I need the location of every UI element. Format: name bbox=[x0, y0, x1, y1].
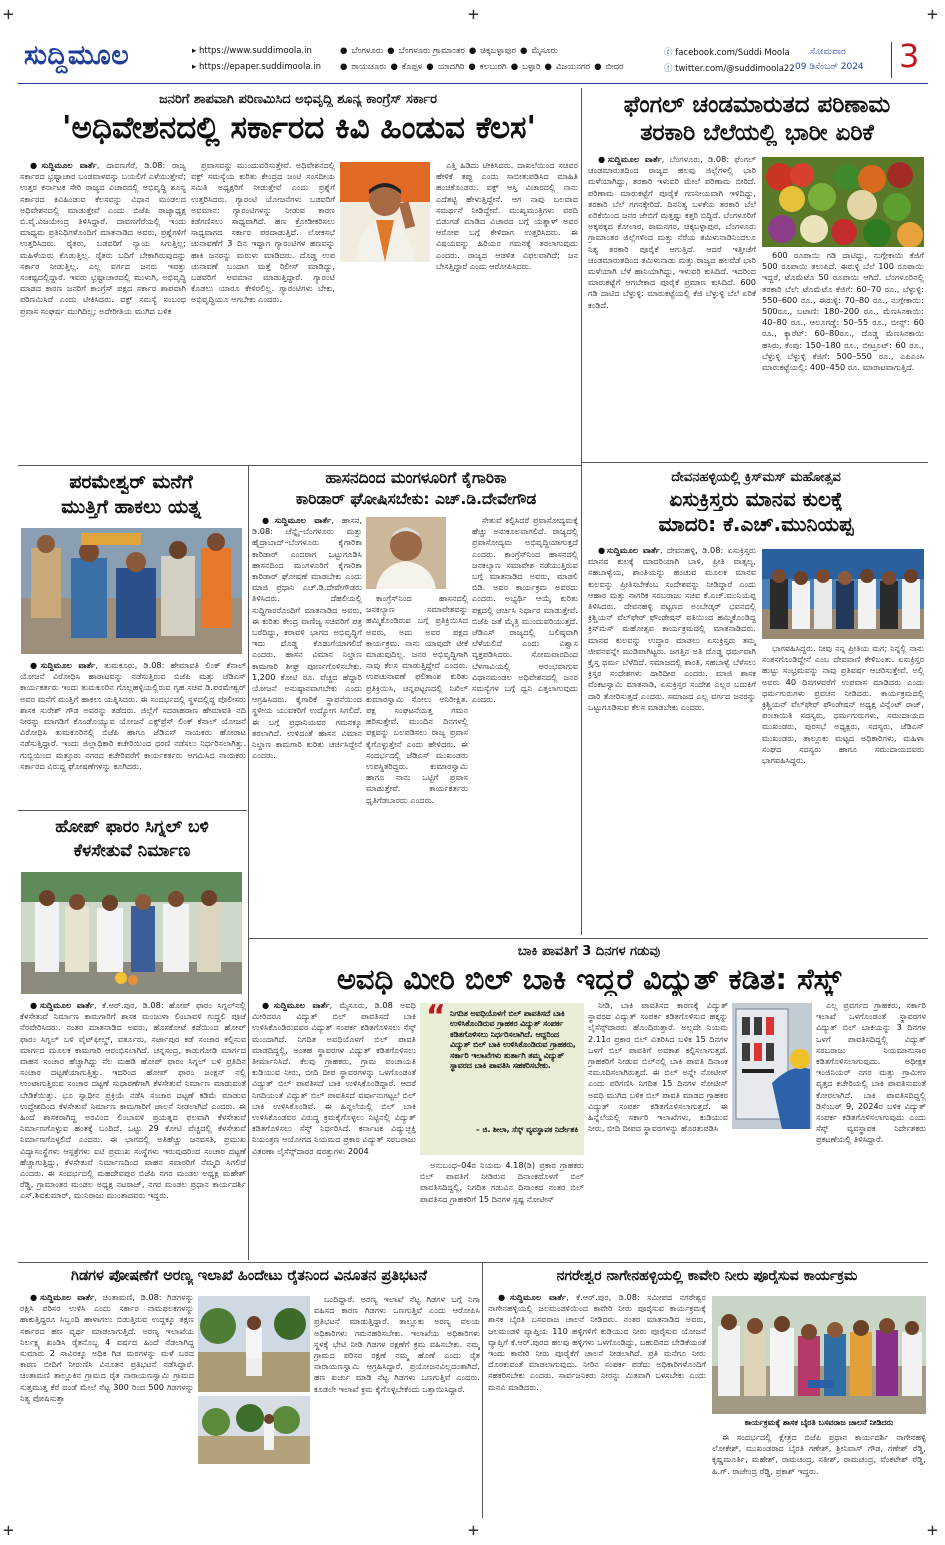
lead-body-col2: ಪ್ರವಾಸವನ್ನು ಮುಂದುವರಿಸುತ್ತೇವೆ. ಅಧಿವೇಶನದಲ್ಲಿ ವಕ್ಫ್ ಸಮಸ್ಯೆಯ ಕುರಿತು ಕೇಂದ್ರದ ಜಂಟಿ ಸಂಸದೀಯ ಸಮಿತಿ ಅಧ್ಯಕ್ಷರಿಗೆ ನೀಡುತ್ತೇವೆ ಎಂದು ಪ್ರಶ್ನೆಗೆ ಉತ್ತರಿಸಿದರು. ಗ್ಯಾರಂಟಿ ಯೋಜನೆಗಳು ಬಡವರಿಗೆ ಅವಮಾನ: ಗ್ಯಾರಂಟಿಗಳನ್ನು ನೀಡುವ ಕಾರಣ ಕಡೆಗಣಿಸಲು ಸಾಧ್ಯವಾಗಿದೆ. ಹಣ ಕ್ರೋಡೀಕರಿಸಲು ಸಾಧ್ಯವಾಗದ ಸರ್ಕಾರ ಪರದಾಡುತ್ತಿದೆ. ಲೋಕಸಭೆ ಚುನಾವಣೆಗೆ 3 ದಿನ ಇದ್ದಾಗ ಗ್ಯಾರಂಟಿಗಳ ಹಣವನ್ನು ಹಾಕಿ ಜನರನ್ನು ಮರುಳು ಮಾಡಿದರು. ದೊಡ್ಡ ಉಪ ಚುನಾವಣೆ ಬಂದಾಗ ಮತ್ತೆ ರಿಲೀಸ್ ಮಾಡಿದ್ದು, ಬಡವರಿಗೆ ಅವಮಾನ ಮಾಡುತ್ತಿದ್ದಾರೆ. ಗ್ಯಾರಂಟಿ ಕೊಡಲು ಯಾರೂ ಕೇಳಿರಲಿಲ್ಲ. ಗ್ಯಾರಂಟಿಗಳು ಬೇಕು, ಅಭಿವೃದ್ಧಿಯೂ ಆಗಬೇಕು ಎಂದರು. bbox=[191, 160, 335, 305]
dateline: ●ಸುದ್ದಿಮೂಲ ವಾರ್ತೆ bbox=[30, 160, 97, 170]
hassan-body-col2: ಕಾಂಗ್ರೆಸ್‌ನಿಂದ ಹಾಸನದಲ್ಲಿ ಜನಕಲ್ಯಾಣ ಸಮಾವೇಶವನ್ನು ಹಮ್ಮಿಕೊಂಡಿರುವ ಬಗ್ಗೆ ಪ್ರತಿಕ್ರಿಯಿಸಿದ ಅವರು, ಅದು ಅವರ ಪಕ್ಷದ ಕಾರ್ಯಕ್ರಮ. ನಾನು ಯಾವುದೇ ಟೀಕೆ ಮಾಡುವುದಿಲ್ಲ. ಜನರ ಅಭಿವೃದ್ಧಿಗಾಗಿ ನಾವು ಕೆಲಸ ಮಾಡುತ್ತಿದ್ದೇವೆ ಎಂದರು. ಉಪಚುನಾವಣೆ ಫಲಿತಾಂಶ ಕುರಿತು ಪ್ರತಿಕ್ರಿಯಿಸಿ, ಚನ್ನಪಟ್ಟಣದಲ್ಲಿ ನಿಖಿಲ್ ಕುಮಾರಸ್ವಾಮಿ ಸೋಲು ಅನಿರೀಕ್ಷಿತ. ಪಕ್ಷ ಸಂಘಟನೆಯತ್ತ ಗಮನ ಹರಿಸುತ್ತೇವೆ. ಮುಂದಿನ ದಿನಗಳಲ್ಲಿ ಪಕ್ಷವನ್ನು ಬಲಪಡಿಸಲು ರಾಜ್ಯ ಪ್ರವಾಸ ಕೈಗೊಳ್ಳುತ್ತೇನೆ ಎಂದು ಹೇಳಿದರು. ಈ ಸಂದರ್ಭದಲ್ಲಿ ಜೆಡಿಎಸ್ ಮುಖಂಡರು ಉಪಸ್ಥಿತರಿದ್ದರು. ಕುಮಾರಸ್ವಾಮಿ ಹಾಗೂ ನಾನು ಒಟ್ಟಿಗೆ ಪ್ರವಾಸ ಮಾಡುತ್ತೇವೆ. ಕಾರ್ಯಕರ್ತರು ಧೃತಿಗೆಡಬಾರದು ಎಂದರು. bbox=[366, 593, 468, 805]
hopefarm-headline-2: ಕೆಳಸೇತುವೆ ನಿರ್ಮಾಣ bbox=[73, 842, 191, 861]
facebook-icon: ⓕ bbox=[664, 48, 676, 58]
epaper-icon: ▸ bbox=[192, 62, 199, 72]
christmas-body-col1: ●ಸುದ್ದಿಮೂಲ ವಾರ್ತೆ, ದೇವನಹಳ್ಳಿ, ಡಿ.08: ಏಸುಕ್ರಿಸ್ತರು ಮಾನವ ಕುಲಕ್ಕೆ ಮಾದರಿಯಾಗಿ ಬಾಳಿ, ಪ್ರೀತಿ ವಾತ್ಸಲ್ಯ, ಸಹಬಾಳ್ವೆಯ, ಶಾಂತಿಯನ್ನು ಹಂಚುವ ಮೂಲಕ ಮಾನವ ಕುಲವನ್ನು ಪ್ರೀತಿಸಬೇಕೆಂಬ ಸಂದೇಶವನ್ನು ನೀಡಿದ್ದಾರೆ ಎಂದು ಆಹಾರ ಮತ್ತು ನಾಗರಿಕ ಸರಬರಾಜು ಸಚಿವ ಕೆ.ಎಚ್.ಮುನಿಯಪ್ಪ ತಿಳಿಸಿದರು. ದೇವನಹಳ್ಳಿ ಪಟ್ಟಣದ ಅಂಬೇಡ್ಕರ್ ಭವನದಲ್ಲಿ ಕ್ರಿಶ್ಚಿಯನ್ ವೆಲ್‌ಫೇರ್ ಫೌಂಡೇಷನ್ ವತಿಯಿಂದ ಹಮ್ಮಿಕೊಂಡಿದ್ದ ಕ್ರಿಸ್‌ಮಸ್ ಮಹೋತ್ಸವ ಕಾರ್ಯಕ್ರಮದಲ್ಲಿ ಮಾತನಾಡಿದರು. ಮಾನವ ಕುಲವನ್ನು ಉದ್ಧಾರ ಮಾಡಲು ಏಸುಕ್ರಿಸ್ತರು ತಮ್ಮ ಜೀವನವನ್ನೇ ಮುಡಿಪಾಗಿಟ್ಟರು. ಜಗತ್ತಿನ ಅತಿ ದೊಡ್ಡ ಧರ್ಮವಾಗಿ ಕ್ರೈಸ್ತ ಧರ್ಮ ಬೆಳೆದಿದೆ. ಸಮಾಜದಲ್ಲಿ ಶಾಂತಿ, ಸಹಬಾಳ್ವೆ ಬೆಳೆಸಲು ಕ್ರಿಸ್ತರ ಸಂದೇಶಗಳು ದಾರಿದೀಪ ಎಂದರು. ಮಾಜಿ ಶಾಸಕ ವೆಂಕಟಸ್ವಾಮಿ ಮಾತನಾಡಿ, ಏಸುಕ್ರಿಸ್ತರ ಸಂದೇಶ ಎಲ್ಲರ ಬದುಕಿಗೆ ದಾರಿ ತೋರಿಸುತ್ತದೆ ಎಂದರು. ಸಮಾಜದ ಎಲ್ಲ ವರ್ಗದ ಜನರನ್ನು ಒಟ್ಟುಗೂಡಿಸುವ ಕೆಲಸ ಮಾಡಬೇಕು ಎಂದರು. bbox=[588, 545, 756, 712]
parameshwar-headline-1: ಪರಮೇಶ್ವರ್ ಮನೆಗೆ bbox=[69, 472, 193, 493]
lead-body-col1: ●ಸುದ್ದಿಮೂಲ ವಾರ್ತೆ, ದಾವಣಗೆರೆ, ಡಿ.08: ರಾಜ್ಯ ಸರ್ಕಾರದ ಭ್ರಷ್ಟಾಚಾರ ಬಂಡವಾಳವನ್ನು ಬಯಲಿಗೆ ಎಳೆಯುತ್ತೇವೆ; ಉತ್ತರ ಕರ್ನಾಟಕ ಸೇರಿ ರಾಜ್ಯದ ವಿಚಾರದಲ್ಲಿ ಅಭಿವೃದ್ಧಿ ಶೂನ್ಯ ಸರ್ಕಾರದ ಕಿವಿಹಿಂಡುವ ಕೆಲಸವನ್ನು ವಿಧಾನ ಮಂಡಲದ ಅಧಿವೇಶನದಲ್ಲಿ ಮಾಡುತ್ತೇವೆ ಎಂದು ಬಿಜೆಪಿ ರಾಜ್ಯಾಧ್ಯಕ್ಷ ಬಿ.ವೈ.ವಿಜಯೇಂದ್ರ ತಿಳಿಸಿದ್ದಾರೆ. ದಾವಣಗೆರೆಯಲ್ಲಿ ಇಂದು ಮಾಧ್ಯಮ ಪ್ರತಿನಿಧಿಗಳೊಂದಿಗೆ ಮಾತನಾಡಿದ ಅವರು, ಪ್ರಶ್ನೆಗಳಿಗೆ ಉತ್ತರಿಸಿದರು. ರೈತರು, ಬಡವರಿಗೆ ನ್ಯಾಯ ಸಿಗುತ್ತಿಲ್ಲ; ಮಹಿಳೆಯರು ಕೊಡುತ್ತಿಲ್ಲ. ರೈತರು ಬದಿಗೆ ಬೇಕಾಗಿರುವುದನ್ನು ಸರ್ಕಾರ ನೀಡುತ್ತಿಲ್ಲ. ಎಲ್ಲ ವರ್ಗದ ಜನರು ಇವತ್ತು ಸಂಕಷ್ಟದಲ್ಲಿದ್ದಾರೆ. ಇವರು ಭ್ರಷ್ಟಾಚಾರದಲ್ಲಿ ಮುಳುಗಿ, ಅಭಿವೃದ್ಧಿ ಮಾಡದ ಕಾರಣ ಜನರಿಗೆ ಕಾಂಗ್ರೆಸ್ ಪಕ್ಷದ ಸರ್ಕಾರ ಶಾಪವಾಗಿ ಪರಿಣಮಿಸಿದೆ ಎಂದು ಟೀಕಿಸಿದರು. ವಕ್ಫ್ ಸಮಸ್ಯೆ ಸಂಬಂಧ ಪ್ರವಾಸ ಸಂಘರ್ಷ ಮುಗಿದಿಲ್ಲ; ಅದೇರೀತಿಯ ಮುಗಿದ ಬಳಿಕ bbox=[20, 160, 186, 316]
fengal-headline-2: ತರಕಾರಿ ಬೆಲೆಯಲ್ಲಿ ಭಾರೀ ಏರಿಕೆ bbox=[640, 120, 874, 146]
crop-mark: + bbox=[3, 1520, 14, 1541]
farmer-trees-photo bbox=[198, 1296, 310, 1392]
lead-headline: 'ಅಧಿವೇಶನದಲ್ಲಿ ಸರ್ಕಾರದ ಕಿವಿ ಹಿಂಡುವ ಕೆಲಸ' bbox=[62, 111, 536, 146]
christmas-headline-2: ಮಾದರಿ: ಕೆ.ಎಚ್.ಮುನಿಯಪ್ಪ bbox=[658, 513, 854, 536]
cesc-quote-author: – ಜಿ. ಶೀಲಾ, ಸೆಸ್ಕ್ ವ್ಯವಸ್ಥಾಪಕ ನಿರ್ದೇಶಕಿ bbox=[476, 1125, 578, 1134]
facebook-link[interactable]: ⓕ facebook.com/Suddi Moola bbox=[664, 48, 790, 58]
hassan-body-col3: ಸೇತುವೆ ಕಲ್ಪಿಸಿದರೆ ಪ್ರವಾಸೋದ್ಯಮಕ್ಕೆ ಹೆಚ್ಚು ಅನುಕೂಲವಾಗಲಿದೆ. ರಾಜ್ಯದಲ್ಲಿ ಪ್ರವಾಸೋದ್ಯಮ ಅಭಿವೃದ್ಧಿಯಾಗುತ್ತದೆ ಎಂದರು. ಕಾಂಗ್ರೆಸ್‌ನಿಂದ ಹಾಸನದಲ್ಲಿ ಜನಕಲ್ಯಾಣ ಸಮಾವೇಶ ನಡೆಯುತ್ತಿರುವ ಬಗ್ಗೆ ಮಾತನಾಡಿದ ಅವರು, ಮಾಡಲಿ ಬಿಡಿ. ಅವರ ಕಾರ್ಯಕ್ರಮ ಅವರದು ಎಂದರು. ಅಭ್ಯರ್ಥಿ ಆಯ್ಕೆ ಕುರಿತು ಪಕ್ಷದಲ್ಲಿ ಚರ್ಚಿಸಿ ನಿರ್ಧಾರ ಮಾಡುತ್ತೇವೆ. ಬಿಜೆಪಿ ಜತೆ ಮೈತ್ರಿ ಮುಂದುವರಿಯುತ್ತದೆ. ಜೆಡಿಎಸ್ ರಾಜ್ಯದಲ್ಲಿ ಬಲಿಷ್ಠವಾಗಿ ಬೆಳೆಯಲಿದೆ ಎಂದು ವಿಶ್ವಾಸ ವ್ಯಕ್ತಪಡಿಸಿದರು. ಸೋಮವಾರದಿಂದ ಬೆಳಗಾವಿಯಲ್ಲಿ ಆರಂಭವಾಗುವ ವಿಧಾನಮಂಡಲ ಅಧಿವೇಶನದಲ್ಲಿ ಜನರ ಸಮಸ್ಯೆಗಳ ಬಗ್ಗೆ ಧ್ವನಿ ಎತ್ತಲಾಗುವುದು ಎಂದರು. bbox=[472, 515, 578, 705]
cauvery-body-col1: ●ಸುದ್ದಿಮೂಲ ವಾರ್ತೆ, ಕೆ.ಆರ್.ಪುರ, ಡಿ.08: ಸಮೀಪದ ನಗರೇಶ್ವರ ನಾಗೇನಹಳ್ಳಿಯಲ್ಲಿ ಜಲಮಂಡಳಿಯಿಂದ ಕಾವೇರಿ ನೀರು ಪೂರೈಸುವ ಕಾರ್ಯಕ್ರಮಕ್ಕೆ ಶಾಸಕ ಬೈರತಿ ಬಸವರಾಜ ಚಾಲನೆ ನೀಡಿದರು. ನಂತರ ಮಾತನಾಡಿದ ಅವರು, ಜಲಮಂಡಳಿ ವ್ಯಾಪ್ತಿಯ 110 ಹಳ್ಳಿಗಳಿಗೆ ಕುಡಿಯುವ ನೀರು ಪೂರೈಸುವ ಯೋಜನೆ ವ್ಯಾಪ್ತಿಗೆ ಕೆ.ಆರ್.ಪುರದ ಹಲವು ಹಳ್ಳಿಗಳು ಒಳಗೊಂಡಿದ್ದು, ಬಹುದಿನದ ಬೇಡಿಕೆಯಂತೆ ಇಂದು ಕಾವೇರಿ ನೀರು ಪೂರೈಕೆಗೆ ಚಾಲನೆ ನೀಡಲಾಗಿದೆ. ಪ್ರತಿ ಮನೆಗೂ ನೀರು ದೊರಕುವಂತೆ ಮಾಡಲಾಗುವುದು. ನೀರಿನ ಸಂಪರ್ಕ ಪಡೆದು ಅಧಿಕಾರಿಗಳೊಂದಿಗೆ ಸಹಕರಿಸಬೇಕು ಎಂದರು. ಸಾರ್ವಜನಿಕರು ನೀರನ್ನು ಮಿತವಾಗಿ ಬಳಸಬೇಕು ಎಂದು ಮನವಿ ಮಾಡಿದರು. bbox=[488, 1292, 706, 1392]
website-link[interactable]: ▸ https://www.suddimoola.in bbox=[192, 46, 312, 56]
masthead-brand: ಸುದ್ದಿಮೂಲ bbox=[24, 40, 130, 71]
web-icon: ▸ bbox=[192, 46, 199, 56]
electric-panel-photo bbox=[732, 1003, 812, 1129]
crop-mark: + bbox=[927, 1520, 938, 1541]
epaper-link[interactable]: ▸ https://epaper.suddimoola.in bbox=[192, 62, 321, 72]
cauvery-headline: ನಗರೇಶ್ವರ ನಾಗೇನಹಳ್ಳಿಯಲ್ಲಿ ಕಾವೇರಿ ನೀರು ಪೂರೈಸುವ ಕಾರ್ಯಕ್ರಮ bbox=[556, 1268, 858, 1284]
cesc-body-col3: ನೀಡಿ, ಬಾಕಿ ಪಾವತಿಸದ ಕಾರಣಕ್ಕೆ ವಿದ್ಯುತ್ ಸ್ಥಾವರದ ವಿದ್ಯುತ್ ಸಂಪರ್ಕ ಕಡಿತಗೊಳಿಸುವ ಹಕ್ಕನ್ನು ಲೈಸೆನ್ಸ್‌ದಾರರು ಹೊಂದಿರುತ್ತಾರೆ. ಅಲ್ಲದೇ ನಿಯಮ 2.11ರ ಪ್ರಕಾರ ಬಿಲ್ ವಿತರಿಸಿದ ಬಳಿಕ 15 ದಿನಗಳ ಒಳಗೆ ಬಿಲ್ ಪಾವತಿಗೆ ಅವಕಾಶ ಕಲ್ಪಿಸಲಾಗುತ್ತದೆ. ಗ್ರಾಹಕರಿಗೆ ನೀಡುವ ಬಿಲ್‌ನಲ್ಲಿ ಬಾಕಿ ಪಾವತಿ ದಿನಾಂಕ ನಮೂದಿಸಲಾಗಿರುತ್ತದೆ. ಈ ಬಿಲ್ ಅನ್ನೇ ನೋಟೀಸ್ ಎಂದು ಪರಿಗಣಿಸಿ ನಿಗದಿತ 15 ದಿನಗಳ ನೋಟೀಸ್ ಅವಧಿ ಮುಗಿದ ಬಳಿಕ ಬಿಲ್ ಪಾವತಿ ಮಾಡದ ಗ್ರಾಹಕರ ವಿದ್ಯುತ್ ಸಂಪರ್ಕ ಕಡಿತಗೊಳಿಸಲಾಗುತ್ತದೆ. ಈ ಹಿನ್ನೆಲೆಯಲ್ಲಿ ಸರ್ಕಾರಿ ಇಲಾಖೆಗಳು, ಕುಡಿಯುವ ನೀರು, ಬೀದಿ ದೀಪದ ಸ್ಥಾವರಗಳನ್ನು ಹೊರತುಪಡಿಸಿ bbox=[588, 1000, 728, 1134]
fengal-headline-1: ಫೆಂಗಲ್ ಚಂಡಮಾರುತದ ಪರಿಣಾಮ bbox=[623, 92, 891, 118]
protest-photo bbox=[21, 528, 242, 654]
cesc-body-col4: ಎಲ್ಲ ಪ್ರವರ್ಗದ ಗ್ರಾಹಕರು, ಸರ್ಕಾರಿ ಇಲಾಖೆ ಒಳಗೊಂಡಂತೆ ಸ್ಥಾವರಗಳ ವಿದ್ಯುತ್ ಬಿಲ್ ಬಾಕಿಯನ್ನು 3 ದಿನಗಳ ಒಳಗೆ ಪಾವತಿಸದಿದ್ದಲ್ಲಿ ವಿದ್ಯುತ್ ಸರಬರಾಜು ನಿಯಮಾನುಸಾರ ಕಡಿತಗೊಳಿಸಲಾಗುವುದು. ಅಧೀಕ್ಷಕ ಇಂಜಿನಿಯರ್ ನಗರ ಮತ್ತು ಗ್ರಾಮೀಣ ವೃತ್ತದ ಕಚೇರಿಯಲ್ಲಿ ಬಾಕಿ ಪಾವತಿಸುವಂತೆ ಕೋರಲಾಗಿದೆ. ಬಾಕಿ ಪಾವತಿಸದಿದ್ದಲ್ಲಿ ಡಿಸೆಂಬರ್ 9, 2024ರ ಬಳಿಕ ವಿದ್ಯುತ್ ಸಂಪರ್ಕ ಕಡಿತಗೊಳಿಸಲಾಗುವುದು ಎಂದು ಸೆಸ್ಕ್ ವ್ಯವಸ್ಥಾಪಕ ನಿರ್ದೇಶಕರು ಪ್ರಕಟಣೆಯಲ್ಲಿ ತಿಳಿಸಿದ್ದಾರೆ. bbox=[816, 1000, 926, 1145]
page-number: 3 bbox=[899, 37, 920, 75]
issue-date: 09 ಡಿಸೆಂಬರ್ 2024 bbox=[795, 62, 864, 72]
quote-icon: “ bbox=[426, 999, 446, 1034]
fengal-body-col1: ●ಸುದ್ದಿಮೂಲ ವಾರ್ತೆ, ಬೆಂಗಳೂರು, ಡಿ.08: ಫೆಂಗಲ್ ಚಂಡಮಾರುತದಿಂದ ರಾಜ್ಯದ ಹಲವು ಜಿಲ್ಲೆಗಳಲ್ಲಿ ಭಾರಿ ಮಳೆಯಾಗಿದ್ದು, ತರಕಾರಿ ಇಳುವರಿ ಮೇಲೆ ಪರಿಣಾಮ ಬೀರಿದೆ. ಪರಿಣಾಮ ಮಾರುಕಟ್ಟೆಗೆ ಪೂರೈಕೆ ಗಣನೀಯವಾಗಿ ಇಳಿದಿದ್ದು, ತರಕಾರಿ ಬೆಲೆ ಗಗನಕ್ಕೇರಿದೆ. ದಿನನಿತ್ಯ ಬಳಕೆಯ ತರಕಾರಿ ಬೆಲೆ ಏರಿಕೆಯಿಂದ ಜನರ ಜೇಬಿಗೆ ಮತ್ತಷ್ಟು ಕತ್ತರಿ ಬಿದ್ದಿದೆ. ಬೆಂಗಳೂರಿಗೆ ಅಕ್ಕಪಕ್ಕದ ಕೋಲಾರ, ರಾಮನಗರ, ಚಿಕ್ಕಬಳ್ಳಾಪುರ, ಬೆಂಗಳೂರು ಗ್ರಾಮಾಂತರ ಜಿಲ್ಲೆಗಳಿಂದ ಮತ್ತು ನೆರೆಯ ತಮಿಳುನಾಡಿನಿಂದಲೂ ನಿತ್ಯ ತರಕಾರಿ ಪೂರೈಕೆ ಆಗುತ್ತಿದೆ. ಆದರೆ ಇತ್ತೀಚೆಗೆ ಚಂಡಮಾರುತದಿಂದ ತಮಿಳುನಾಡು ಮತ್ತು ರಾಜ್ಯದ ಹಲವೆಡೆ ಭಾರಿ ಮಳೆಯಾಗಿ ಬೆಳೆ ಹಾನಿಯಾಗಿದ್ದು, ಇಳುವರಿ ಕುಸಿದಿದೆ. ಇದರಿಂದ ಮಾರುಕಟ್ಟೆಗೆ ಆಗಬೇಕಾದ ಪೂರೈಕೆ ಪ್ರಮಾಣ ಕುಸಿದಿದೆ. 600 ಗಡಿ ದಾಟಿದ ಬೆಳ್ಳುಳ್ಳಿ: ಮಾರುಕಟ್ಟೆಯಲ್ಲಿ ಕೆಜಿ ಬೆಳ್ಳುಳ್ಳಿ ಬೆಲೆ ಏರಿಕೆ ಕಂಡಿದೆ. bbox=[588, 154, 756, 310]
forest-body-col2: ಬಂದಿದ್ದಾರೆ. ಅರಣ್ಯ ಇಲಾಖೆ ನೆಟ್ಟ ಗಿಡಗಳ ಬಗ್ಗೆ ನಿಗಾ ವಹಿಸದ ಕಾರಣ ಗಿಡಗಳು ಒಣಗುತ್ತಿವೆ ಎಂದು ಆರೋಪಿಸಿ ಪ್ರತಿಭಟನೆ ಮಾಡುತ್ತಿದ್ದಾರೆ. ತಾಲ್ಲೂಕು ಅರಣ್ಯ ವಲಯ ಅಧಿಕಾರಿಗಳು ಗಮನಹರಿಸಬೇಕು. ಇಲಾಖೆಯ ಅಧಿಕಾರಿಗಳು ಸ್ಥಳಕ್ಕೆ ಭೇಟಿ ನೀಡಿ ಗಿಡಗಳ ರಕ್ಷಣೆಗೆ ಕ್ರಮ ವಹಿಸಬೇಕು. ನಮ್ಮ ಗ್ರಾಮದ ಪರಿಸರ ರಕ್ಷಣೆ ನಮ್ಮ ಹೊಣೆ ಎಂದು ರೈತ ನಾರಾಯಣಸ್ವಾಮಿ ಆಗ್ರಹಿಸಿದ್ದಾರೆ. ಪ್ರಯೋಜನವಿಲ್ಲದಂತಾಗಿದೆ. ಹಣ ಖರ್ಚು ಮಾಡಿ ನೆಟ್ಟ ಗಿಡಗಳು ಒಣಗುತ್ತಿವೆ ಎಂದರು. ಕೂಡಲೇ ಇಲಾಖೆ ಕ್ರಮ ಕೈಗೊಳ್ಳಬೇಕೆಂದು ಒತ್ತಾಯಿಸಿದ್ದಾರೆ. bbox=[314, 1294, 480, 1394]
parameshwar-headline-2: ಮುತ್ತಿಗೆ ಹಾಕಲು ಯತ್ನ bbox=[61, 497, 201, 518]
cesc-quote-box bbox=[420, 999, 584, 1155]
twitter-link[interactable]: ⓣ twitter.com/@suddimoola22 bbox=[664, 64, 795, 74]
christmas-photo bbox=[762, 549, 924, 639]
lead-body-col3: ಎತ್ತಿ ಹಿಡಿದು ಟೀಕಿಸಿದರು. ದಾಖಲೆಯಿಂದ ಸಚಿವರ ಹೇಳಿಕೆ ತಪ್ಪು ಎಂದು ಸಾಬೀತುಪಡಿಸಿದ ಮಾಹಿತಿ ಹಂಚಿಕೊಂಡರು. ವಕ್ಫ್ ಆಸ್ತಿ ವಿಚಾರದಲ್ಲಿ ನಾನು ಎದೆತಟ್ಟಿ ಹೇಳುತ್ತಿದ್ದೇನೆ. ಆಗ ನಾವು ಬಲವಾದ ಸಮರ್ಥನೆ ನೀಡಿದ್ದೇವೆ. ಮುಖ್ಯಮಂತ್ರಿಗಳು ವರದಿ ಬಿಡುಗಡೆ ಮಾಡಿದ ವಿಚಾರದ ಬಗ್ಗೆ ಯತ್ನಾಳ್ ಅವರ ಆರೋಪ ಬಗ್ಗೆ ಕೇಳಿದಾಗ ಉತ್ತರಿಸಿದರು. ಈ ವಿಷಯವನ್ನು ಹಿರಿಯರ ಗಮನಕ್ಕೆ ತರಲಾಗುವುದು ಎಂದರು. ರಾಜ್ಯದ ಆಡಳಿತ ವಿಫಲವಾಗಿದೆ; ಜನ ಬೇಸತ್ತಿದ್ದಾರೆ ಎಂದು ಆರೋಪಿಸಿದರು. bbox=[436, 160, 578, 271]
hassan-headline-1: ಹಾಸನದಿಂದ ಮಂಗಳೂರಿಗೆ ಕೈಗಾರಿಕಾ bbox=[325, 470, 507, 487]
devegowda-photo bbox=[366, 517, 446, 589]
twitter-icon: ⓣ bbox=[664, 64, 676, 74]
hopefarm-headline-1: ಹೋಪ್ ಫಾರಂ ಸಿಗ್ನಲ್ ಬಳಿ bbox=[55, 818, 209, 837]
crop-mark: + bbox=[468, 4, 479, 25]
hassan-headline-2: ಕಾರಿಡಾರ್ ಘೋಷಿಸಬೇಕು: ಎಚ್.ಡಿ.ದೇವೇಗೌಡ bbox=[295, 491, 537, 508]
fengal-body-col2: 600 ರೂಪಾಯಿ ಗಡಿ ದಾಟಿದ್ದು, ನುಗ್ಗೇಕಾಯಿ ಕೆಜಿಗೆ 500 ರೂಪಾಯಿ ತಲುಪಿದೆ. ಈರುಳ್ಳಿ ಬೆಲೆ 100 ರೂಪಾಯಿ ಇದ್ದರೆ, ಟೊಮೆಟೊ 50 ರೂಪಾಯಿ ಆಗಿದೆ. ಬೆಂಗಳೂರಿನಲ್ಲಿ ತರಕಾರಿ ಬೆಲೆ: ಟೊಮೆಟೊ ಕೆಜಿಗೆ: 60–70 ರೂ., ಬೆಳ್ಳುಳ್ಳಿ: 550–600 ರೂ., ಈರುಳ್ಳಿ: 70–80 ರೂ., ನುಗ್ಗೇಕಾಯಿ: 500ರೂ., ಬಟಾಣಿ: 180–200 ರೂ., ಮೆಣಸಿನಕಾಯಿ: 40–80 ರೂ., ಆಲೂಗಡ್ಡೆ: 50–55 ರೂ., ಬೀನ್ಸ್: 60 ರೂ., ಕ್ಯಾರೆಟ್: 60–80ರೂ., ದೊಡ್ಡ ಮೆಣಸಿನಕಾಯಿ ಹಸಿರು, ಕೆಂಪು: 150–180 ರೂ., ಬೀಟ್ರೂಟ್: 60 ರೂ., ಬೆಳ್ಳುಳ್ಳಿ ಬೆಳ್ಳುಳ್ಳಿ ಕೆಜಿಗೆ: 500–550 ರೂ., ಎಪಿಎಂಸಿ ಮಾರುಕಟ್ಟೆಯಲ್ಲಿ: 400–450 ರೂ. ಮಾರಾಟವಾಗುತ್ತಿದೆ. bbox=[762, 250, 924, 373]
crop-mark: + bbox=[468, 1520, 479, 1541]
water-inauguration-photo bbox=[712, 1296, 926, 1414]
christmas-body-col2: ಭಾಗವಹಿಸಿದ್ದರು. ನೀವು ನನ್ನ ಪ್ರೀತಿಯ ಮಗ; ನಿನ್ನಲ್ಲಿ ನಾನು ಸಂತಸಗೊಂಡಿದ್ದೇನೆ ಎಂಬ ದೇವವಾಣಿ ಕೇಳಿಬಂತು. ಏಸುಕ್ರಿಸ್ತರ ಹುಟ್ಟು ಸಂಭ್ರಮವನ್ನು ನಾವು ಪ್ರತಿವರ್ಷ ಆಚರಿಸುತ್ತೇವೆ. ಅಲ್ಲಿ ಅವರು 40 ದಿನಗಳವರೆಗೆ ಉಪವಾಸ ಮಾಡಿದರು ಎಂದು ಧರ್ಮಗುರುಗಳು ಪ್ರವಚನ ನೀಡಿದರು. ಕಾರ್ಯಕ್ರಮದಲ್ಲಿ ಕ್ರಿಶ್ಚಿಯನ್ ವೆಲ್‌ಫೇರ್ ಫೌಂಡೇಷನ್ ಅಧ್ಯಕ್ಷ ವಿನ್ಸೆಂಟ್ ರಾಜ್, ಪಂಚಾಯಿತಿ ಸದಸ್ಯರು, ಧರ್ಮಗುರುಗಳು, ಸಮುದಾಯದ ಮುಖಂಡರು, ಪುರಸಭೆ ಅಧ್ಯಕ್ಷರು, ಸದಸ್ಯರು, ಜೆಡಿಎಸ್ ಮುಖಂಡರು, ತಾಲ್ಲೂಕು ಮಟ್ಟದ ಅಧಿಕಾರಿಗಳು, ಮಹಿಳಾ ಸಂಘದ ಸದಸ್ಯರು ಹಾಗೂ ಸಮುದಾಯದವರು ಭಾಗವಹಿಸಿದ್ದರು. bbox=[762, 643, 924, 766]
cesc-headline: ಅವಧಿ ಮೀರಿ ಬಿಲ್ ಬಾಕಿ ಇದ್ದರೆ ವಿದ್ಯುತ್ ಕಡಿತ: ಸೆಸ್ಕ್ bbox=[336, 963, 842, 996]
hassan-body-col1: ●ಸುದ್ದಿಮೂಲ ವಾರ್ತೆ, ಹಾಸನ, ಡಿ.08: ಚೆನ್ನೈ–ಬೆಂಗಳೂರು ಮತ್ತು ಹೈದ್ರಾಬಾದ್–ಬೆಂಗಳೂರು ಕೈಗಾರಿಕಾ ಕಾರಿಡಾರ್ ಎಂದರಾಗ ಒಟ್ಟುಗೂಡಿಸಿ ಹಾಸನದಿಂದ ಮಂಗಳೂರಿಗೆ ಕೈಗಾರಿಕಾ ಕಾರಿಡಾರ್ ಘೋಷಣೆ ಮಾಡಬೇಕು ಎಂದು ಮಾಜಿ ಪ್ರಧಾನಿ ಎಚ್.ಡಿ.ದೇವೇಗೌಡರು ತಿಳಿಸಿದರು. ದೆಹಲಿಯಲ್ಲಿ ಸುದ್ದಿಗಾರರೊಂದಿಗೆ ಮಾತನಾಡಿದ ಅವರು, ಈ ಕುರಿತು ಕೇಂದ್ರ ವಾಣಿಜ್ಯ ಸಚಿವರಿಗೆ ಪತ್ರ ಬರೆದಿದ್ದು, ಕರಾವಳಿ ಭಾಗದ ಅಭಿವೃದ್ಧಿಗೆ ಇದು ದೊಡ್ಡ ಕೊಡುಗೆಯಾಗಲಿದೆ ಎಂದರು. ಹಾಸನ ವಿಮಾನ ನಿಲ್ದಾಣ ಕಾಮಗಾರಿ ಶೀಘ್ರ ಪೂರ್ಣಗೊಳಿಸಬೇಕು. 1,200 ಕೋಟಿ ರೂ. ವೆಚ್ಚದ ಹೆದ್ದಾರಿ ಯೋಜನೆ ಅನುಷ್ಠಾನವಾಗಬೇಕು ಎಂದು ಆಗ್ರಹಿಸಿದರು. ಕೈಗಾರಿಕೆ ಸ್ಥಾಪನೆಯಿಂದ ಸ್ಥಳೀಯ ಯುವಕರಿಗೆ ಉದ್ಯೋಗ ಸಿಗಲಿದೆ. ಈ ಬಗ್ಗೆ ಪ್ರಧಾನಿಯವರ ಗಮನಕ್ಕೂ ತರಲಾಗಿದೆ. ಉಳಿದಂತೆ ಹಾಸನ ವಿಮಾನ ನಿಲ್ದಾಣ ಕಾಮಗಾರಿ ಕುರಿತು ಚರ್ಚಿಸಿದ್ದೇನೆ ಎಂದರು. bbox=[252, 515, 362, 761]
vegetable-photo bbox=[762, 157, 924, 247]
groundbreaking-photo bbox=[21, 872, 242, 994]
lead-photo bbox=[340, 162, 430, 262]
issue-day: ಸೋಮವಾರ bbox=[810, 47, 846, 57]
city-tags-row1: ● ಬೆಂಗಳೂರು ● ಬೆಂಗಳೂರು ಗ್ರಾಮಾಂತರ ● ಚಿಕ್ಕಬಳ್ಳಾಪುರ ● ಮೈಸೂರು bbox=[340, 46, 558, 56]
cesc-body-col1: ●ಸುದ್ದಿಮೂಲ ವಾರ್ತೆ, ಮೈಸೂರು, ಡಿ.08 ಅವಧಿ ಮೀರಿದರೂ ವಿದ್ಯುತ್ ಬಿಲ್ ಪಾವತಿಸದೆ ಬಾಕಿ ಉಳಿಸಿಕೊಂಡಿರುವವರ ವಿದ್ಯುತ್ ಸಂಪರ್ಕ ಕಡಿತಗೊಳಿಸಲು ಸೆಸ್ಕ್ ಮುಂದಾಗಿದೆ. ನಿಗದಿತ ಅವಧಿಯೊಳಗೆ ಬಿಲ್ ಪಾವತಿ ಮಾಡದಿದ್ದಲ್ಲಿ, ಅಂತಹ ಸ್ಥಾವರಗಳ ವಿದ್ಯುತ್ ಕಡಿತಗೊಳಿಸಲು ತೀರ್ಮಾನಿಸಿದೆ. ಕೆಲವು ಗ್ರಾಹಕರು, ಗ್ರಾಮ ಪಂಚಾಯತಿ ಕುಡಿಯುವ ನೀರು, ಬೀದಿ ದೀಪ ಸ್ಥಾವರಗಳನ್ನು ಒಳಗೊಂಡಂತೆ ವಿದ್ಯುತ್ ಬಿಲ್ ಪಾವತಿಸದೆ ಬಾಕಿ ಉಳಿಸಿಕೊಂಡಿದ್ದಾರೆ. ಆದರೆ ನಿಗದಿಯಂತೆ ವಿದ್ಯುತ್ ಬಿಲ್ ಪಾವತಿಸದೆ ವರ್ಷಾನುಗಟ್ಟಲೆ ಬಿಲ್ ಬಾಕಿ ಉಳಿಸಿಕೊಂಡಿವೆ. ಈ ಹಿನ್ನಲೆಯಲ್ಲಿ ಬಿಲ್ ಬಾಕಿ ಉಳಿಸಿಕೊಂಡವರ ವಿರುದ್ಧ ಕ್ರಮಕೈಗೊಳ್ಳಲು ನಿಟ್ಟಿನಲ್ಲಿ ವಿದ್ಯುತ್ ಕಡಿತಗೊಳಿಸಲು ಸೆಸ್ಕ್ ನಿರ್ಧರಿಸಿದೆ. ಕರ್ನಾಟಕ ವಿದ್ಯುಚ್ಛಕ್ತಿ ನಿಯಂತ್ರಣ ಆಯೋಗದ ನಿಯಮದ ಪ್ರಕಾರ ವಿದ್ಯುತ್ ಸರಬರಾಜು ವಿತರಣಾ ಲೈಸೆನ್ಸ್‌ದಾರರ ಷರತ್ತುಗಳು 2004 bbox=[252, 1000, 416, 1156]
city-tags-row2: ● ರಾಯಚೂರು ● ಕೊಪ್ಪಳ ● ಯಾದಗಿರಿ ● ಕಲಬುರಗಿ ● ಬಳ್ಳಾರಿ ● ವಿಜಯನಗರ ● ಬೀದರ bbox=[340, 62, 624, 72]
crop-mark: + bbox=[927, 4, 938, 25]
roadside-trees-photo bbox=[198, 1396, 310, 1464]
cesc-quote-text: ನಿಗದಿತ ಅವಧಿಯೊಳಗೆ ಬಿಲ್ ಪಾವತಿಸದೆ ಬಾಕಿ ಉಳಿಸಿಕೊಂಡಿರುವ ಗ್ರಾಹಕರ ವಿದ್ಯುತ್ ಸಂಪರ್ಕ ಕಡಿತಗೊಳಿಸಲು ನಿರ್ಧರಿಸಲಾಗಿದೆ. ಆದ್ದರಿಂದ ವಿದ್ಯುತ್ ಬಿಲ್ ಬಾಕಿ ಉಳಿಸಿಕೊಂಡಿರುವ ಗ್ರಾಹಕರು, ಸರ್ಕಾರಿ ಇಲಾಖೆಗಳು ತುರ್ತಾಗಿ ತಮ್ಮ ವಿದ್ಯುತ್ ಸ್ಥಾವರದ ಬಾಕಿ ಪಾವತಿಸಿ ಸಹಕರಿಸಬೇಕು. bbox=[450, 1009, 576, 1071]
christmas-headline-1: ಏಸುಕ್ರಿಸ್ತರು ಮಾನವ ಕುಲಕ್ಕೆ bbox=[669, 488, 843, 511]
cesc-kicker: ಬಾಕಿ ಪಾವತಿಗೆ 3 ದಿನಗಳ ಗಡುವು bbox=[517, 944, 661, 959]
forest-body-col1: ●ಸುದ್ದಿಮೂಲ ವಾರ್ತೆ, ಚಿಂತಾಮಣಿ, ಡಿ.08: ಗಿಡಗಳನ್ನು ರಕ್ಷಿಸಿ ಪರಿಸರ ಉಳಿಸಿ ಎಂದು ಸರ್ಕಾರ ನಾಮಫಲಕಗಳನ್ನು ಹಾಕುತ್ತಿದ್ದರೂ ಸಿಬ್ಬಂದಿ ಹಾಳಾಗಲು ಬಿಡುತ್ತಿರುವ ಉದ್ದಕ್ಕೂ ತಕ್ಷಣ ಸರ್ಕಾರದ ಹಣ ವ್ಯರ್ಥ ಮಾಡಲಾಗುತ್ತಿದೆ. ಅರಣ್ಯ ಇಲಾಖೆಯ ನಿರ್ಲಕ್ಷ್ಯ ಖಂಡಿಸಿ ರೈತನೊಬ್ಬ 4 ವರ್ಷದ ಹಿಂದೆ ನೆಡಲಾಗಿದ್ದ ಸುಮಾರು 2 ಸಾವಿರಕ್ಕೂ ಅಧಿಕ ಗಿಡ ಮರಗಳನ್ನು ಮಳೆ ಬರದ ಕಾರಣ ಬೀದಿಗೆ ನೀರುಣಿಸಿ ವಿನೂತನ ಪ್ರತಿಭಟನೆ ನಡೆಸಿದ್ದಾರೆ. ಚಿಂತಾಮಣಿ ತಾಲ್ಲೂಕಿನ ಗ್ರಾಮದ ರೈತ ನಾರಾಯಣಸ್ವಾಮಿ ಗ್ರಾಮದ ಸುತ್ತಮುತ್ತ ಕೆರೆ ದಂಡೆ ಮೇಲೆ ನೆಟ್ಟ 300 ರಿಂದ 500 ಗಿಡಗಳನ್ನು ನಿತ್ಯ ಪೋಷಿಸುತ್ತಾ bbox=[20, 1292, 194, 1403]
cauvery-body-col2: ಈ ಸಂದರ್ಭದಲ್ಲಿ ಕ್ಷೇತ್ರದ ಬಿಜೆಪಿ ಪ್ರಧಾನ ಕಾರ್ಯದರ್ಶಿ ನಾಗೇನಹಳ್ಳಿ ಲೋಕೇಶ್, ಮುಖಂಡರಾದ ಬೈರತಿ ಗಣೇಶ್, ಶ್ರೀನಿವಾಸ್ ಗೌಡ, ಗಣೇಶ್ ರೆಡ್ಡಿ, ಕೃಷ್ಣಮೂರ್ತಿ, ಮಹೇಶ್, ರಾಮಚಂದ್ರ, ಸತೀಶ್, ರಾಮಚಂದ್ರ, ವೆಂಕಟೇಶ್ ರೆಡ್ಡಿ, ಹಿ.ಗ್. ರಾಜೇಂದ್ರ ರೆಡ್ಡಿ, ಪ್ರಕಾಶ್ ಇದ್ದರು. bbox=[712, 1432, 926, 1476]
cesc-body-col2: ಅನುಬಂಧ–04ರ ನಿಯಮ 4.18(ಡಿ) ಪ್ರಕಾರ ಗ್ರಾಹಕರು ಬಿಲ್ ಪಾವತಿಗೆ ನೀಡಿರುವ ದಿನಾಂಕದೊಳಗೆ ಬಿಲ್ ಪಾವತಿಸದಿದ್ದಲ್ಲಿ, ನಿಗದಿತ ಗಡುವಿನ ದಿನಾಂಕದ ನಂತರ ಬಿಲ್ ಪಾವತಿಸದ ಗ್ರಾಹಕರಿಗೆ 15 ದಿನಗಳ ಸ್ಪಷ್ಟ ನೋಟೀಸ್ bbox=[420, 1160, 584, 1204]
cauvery-photo-caption: ಕಾರ್ಯಕ್ರಮಕ್ಕೆ ಶಾಸಕ ಬೈರತಿ ಬಸವರಾಜ ಚಾಲನೆ ನೀಡಿದರು bbox=[744, 1418, 894, 1427]
parameshwar-body: ●ಸುದ್ದಿಮೂಲ ವಾರ್ತೆ, ತುಮಕೂರು, ಡಿ.08: ಹೇಮಾವತಿ ಲಿಂಕ್ ಕೆನಾಲ್ ಯೋಜನೆ ವಿರೋಧಿಸಿ ಹಾರಾಟವನ್ನು ನಡೆಸುತ್ತಿರುವ ಬಿಜೆಪಿ ಮತ್ತು ಜೆಡಿಎಸ್ ಕಾರ್ಯಕರ್ತರು ಇಂದು ತುಮಕೂರಿನ ಗೊಲ್ಲಹಳ್ಳಿಯಲ್ಲಿರುವ ಗೃಹ ಸಚಿವ ಡಿ.ಪರಮೇಶ್ವರ್ ಅವರ ಮನೆಗೆ ಮುತ್ತಿಗೆ ಹಾಕಲು ಯತ್ನಿಸಿದರು. ಈ ಸಂದರ್ಭದಲ್ಲಿ ಸ್ಥಳದಲ್ಲಿದ್ದ ಪೊಲೀಸರು ಶಾಸಕ ಸುರೇಶ್ ಗೌಡ ಅವರನ್ನು ತಡೆದರು. ಜಿಲ್ಲೆಗೆ ಸದರಾಹರಾಣ ಹೇಮಾವತಿ ನದಿ ನೀರನ್ನು ಮಾಗಡಿಗೆ ಕೊಂಡೊಯ್ಯುವ ಯೋಜನೆ ಎಕ್ಸ್‌ಪ್ರೆಸ್ ಲಿಂಕ್ ಕೆನಾಲ್ ಯೋಜನೆ ವಿರೋಧಿಸಿ ತುಮಕೂರಿನಲ್ಲಿ ಬಿಜೆಪಿ ಹಾಗೂ ಜೆಡಿಎಸ್ ನಾಯಕರು ಹೋರಾಟ ನಡೆಸುತ್ತಿದ್ದಾರೆ. ಇಂದು ಜಿಲ್ಲಾಧಿಕಾರಿ ಕಚೇರಿಯಿಂದ ಧರಣಿ ನಡೆಸಲು ನಿರ್ಧರಿಸಲಾಗಿತ್ತು. ಗುಬ್ಬಿಯಿಂದ ಮತ್ತೂರು ನಗರದ ಕಚೇರಿವರೆಗೆ ಕಾರ್ಯಕರ್ತರು ಆಗಮಿಸಿದ ನಾಯಕರು ಸರ್ಕಾರದ ವಿರುದ್ಧ ಘೋಷಣೆಗಳನ್ನು ಕೂಗಿದರು. bbox=[20, 660, 246, 771]
crop-mark: + bbox=[3, 4, 14, 25]
christmas-kicker: ದೇವನಹಳ್ಳಿಯಲ್ಲಿ ಕ್ರಿಸ್‌ಮಸ್ ಮಹೋತ್ಸವ bbox=[671, 470, 841, 485]
lead-kicker: ಜನರಿಗೆ ಶಾಪವಾಗಿ ಪರಿಣಮಿಸಿದ ಅಭಿವೃದ್ಧಿ ಶೂನ್ಯ ಕಾಂಗ್ರೆಸ್ ಸರ್ಕಾರ bbox=[158, 92, 438, 107]
hopefarm-body: ●ಸುದ್ದಿಮೂಲ ವಾರ್ತೆ, ಕೆ.ಆರ್.ಪುರ, ಡಿ.08: ಹೋಪ್ ಫಾರಂ ಸಿಗ್ನಲ್‌ನಲ್ಲಿ ಕೆಳಸೇತುವೆ ನಿರ್ಮಾಣ ಕಾಮಗಾರಿಗೆ ಶಾಸಕ ಮಂಜುಳಾ ಲಿಂಬಾವಳಿ ಗುದ್ದಲಿ ಪೂಜೆ ನೆರವೇರಿಸಿದರು. ನಂತರ ಮಾತನಾಡಿದ ಅವರು, ಹೊಸಕೋಟೆ ಕಡೆಯಿಂದ ಹೋಪ್ ಫಾರಂ ಸಿಗ್ನಲ್ ಬಳಿ ವೈಟ್‌ಫೀಲ್ಡ್, ವರ್ತೂರು, ಸರ್ಜಾಪುರ ಕಡೆ ಸಂಚಾರ ಕಲ್ಪಿಸುವ ಮಾರ್ಗದ ಮೂಲಕ ಕಾಮಗಾರಿ ಆರಂಭಿಸಲಾಗಿದೆ. ಚನ್ನಸಂದ್ರ, ಕಾಡುಗೋಡಿ ಮಾರ್ಗದ ವಾಹನ ಸಂಚಾರ ಹೆಚ್ಚಾಗಿದ್ದು ನೆಲ ಮಹಡಿ ಹೋಪ್ ಫಾರಂ ಸಿಗ್ನಲ್ ಬಳಿ ಪ್ರತಿದಿನ ಸಂಚಾರ ದಟ್ಟಣೆಯಾಗುತ್ತಿತ್ತು. ಇದರಿಂದ ಹೋಪ್ ಫಾರಂ ಜಂಕ್ಷನ್ ನಲ್ಲಿ ಉಂಟಾಗುತ್ತಿರುವ ಸಂಚಾರ ದಟ್ಟಣೆ ಸುಧಾರಣೆಗಾಗಿ ಕೆಳಸೇತುವೆ ನಿರ್ಮಾಣ ಮಾಡುವಂತೆ ಬೇಡಿಕೆಯಿತ್ತು. ಭೂ ಸ್ವಾಧೀನ ಪ್ರಕ್ರಿಯೆ ನಡೆಸಿ ಸಂಚಾರ ದಟ್ಟಣೆ ಕಡಿಮೆ ಮಾಡುವ ಉದ್ದೇಶದಿಂದ ಕೆಳಸೇತುವೆ ನಿರ್ಮಾಣ ಕಾಮಗಾರಿಗೆ ಚಾಲನೆ ನೀಡಲಾಗಿದೆ ಎಂದರು. ಈ ಹಿಂದೆ ಶಾಸಕರಾಗಿದ್ದ ಅರವಿಂದ ಲಿಂಬಾವಳಿ ಪ್ರಯತ್ನದ ಫಲವಾಗಿ ಕೆಳಸೇತುವೆ ನಿರ್ಮಾಣಗೊಳ್ಳುವ ಹಂತಕ್ಕೆ ಬಂದಿದೆ. ಒಟ್ಟು 29 ಕೋಟಿ ವೆಚ್ಚದಲ್ಲಿ ಕೆಳಸೇತುವೆ ನಿರ್ಮಾಣಗೊಳ್ಳಲಿದೆ ಎಂದರು. ಈ ಭಾಗದಲ್ಲಿ ಅತಿಹೆಚ್ಚು ಜನವಸತಿ, ಪ್ರಮುಖ ವಿದ್ಯಾಸಂಸ್ಥೆಗಳು ಆಸ್ಪತ್ರೆಗಳು ಐಟಿ ಪ್ರಮುಖ ಸಂಸ್ಥೆಗಳು ಇರುವುದರಿಂದ ಸಂಚಾರ ದಟ್ಟಣೆ ಹೆಚ್ಚಾಗುತ್ತಿದ್ದು, ಕೆಳಸೇತುವೆ ನಿರ್ಮಾಣದಿಂದ ವಾಹನ ಸವಾರರಿಗೆ ನೆಮ್ಮದಿ ಸಿಗಲಿದೆ ಎಂದರು. ಈ ಸಂದರ್ಭದಲ್ಲಿ ಮಹದೇವಪುರ ಬಿಜೆಪಿ ನಗರ ಮಂಡಲ ಅಧ್ಯಕ್ಷ ಮಹೇಶ್ ರೆಡ್ಡಿ, ಗ್ರಾಮಾಂತರ ಮಂಡಲ ಅಧ್ಯಕ್ಷ ನಟರಾಜ್, ನಗರ ಮಂಡಲ ಪ್ರಧಾನ ಕಾರ್ಯದರ್ಶಿ ಎಸ್.ಶಿವಕುಮಾರ್, ಮುನಿರಾಜು ಮುಂತಾದವರು ಇದ್ದರು. bbox=[20, 1000, 246, 1201]
forest-headline: ಗಿಡಗಳ ಪೋಷಣೆಗೆ ಅರಣ್ಯ ಇಲಾಖೆ ಹಿಂದೇಟು ರೈತನಿಂದ ವಿನೂತನ ಪ್ರತಿಭಟನೆ bbox=[71, 1268, 427, 1284]
